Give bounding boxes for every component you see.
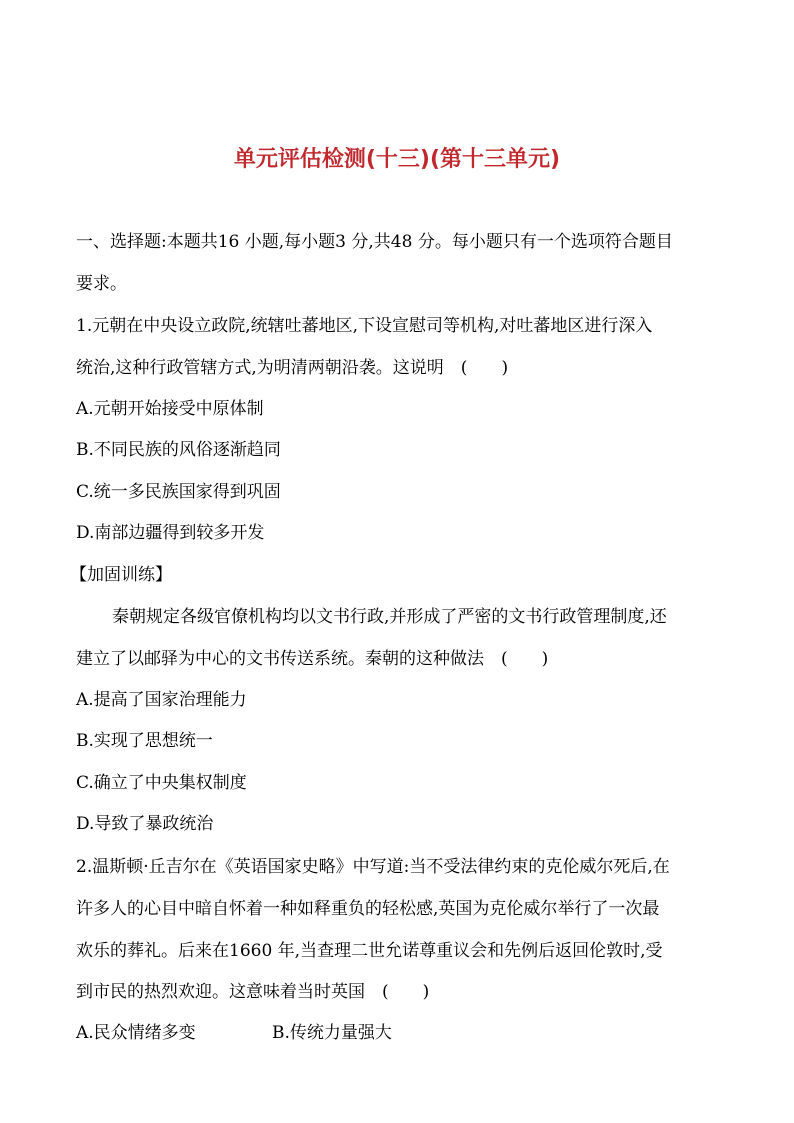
question-1-option-b[interactable]: B.不同民族的风俗逐渐趋同 bbox=[76, 440, 281, 460]
question-1-option-c[interactable]: C.统一多民族国家得到巩固 bbox=[76, 482, 281, 502]
question-1-stem-line-2: 统治,这种行政管辖方式,为明清两朝沿袭。这说明 ( ) bbox=[76, 358, 509, 378]
question-2-option-a[interactable]: A.民众情绪多变 bbox=[76, 1023, 196, 1043]
question-2-options-row bbox=[76, 1022, 722, 1044]
question-1-option-d[interactable]: D.南部边疆得到较多开发 bbox=[76, 523, 265, 543]
question-2-stem-line-4: 到市民的热烈欢迎。这意味着当时英国 ( ) bbox=[76, 982, 430, 1002]
page-title: 单元评估检测(十三)(第十三单元) bbox=[233, 147, 561, 172]
reinforce-option-a[interactable]: A.提高了国家治理能力 bbox=[76, 690, 247, 710]
reinforce-stem-line-1: 秦朝规定各级官僚机构均以文书行政,并形成了严密的文书行政管理制度,还 bbox=[112, 607, 667, 627]
question-1-stem-line-1: 1.元朝在中央设立政院,统辖吐蕃地区,下设宣慰司等机构,对吐蕃地区进行深入 bbox=[76, 316, 653, 336]
question-2-option-b[interactable]: B.传统力量强大 bbox=[272, 1023, 392, 1043]
section-intro-line-1: 一、选择题:本题共16 小题,每小题3 分,共48 分。每小题只有一个选项符合题目 bbox=[76, 232, 673, 252]
section-intro-line-2: 要求。 bbox=[76, 274, 127, 294]
question-2-stem-line-1: 2.温斯顿·丘吉尔在《英语国家史略》中写道:当不受法律约束的克伦威尔死后,在 bbox=[76, 857, 670, 877]
reinforce-stem-line-2: 建立了以邮驿为中心的文书传送系统。秦朝的这种做法 ( ) bbox=[76, 649, 549, 669]
question-2-stem-line-2: 许多人的心目中暗自怀着一种如释重负的轻松感,英国为克伦威尔举行了一次最 bbox=[76, 899, 660, 919]
question-1-option-a[interactable]: A.元朝开始接受中原体制 bbox=[76, 399, 264, 419]
reinforce-label: 【加固训练】 bbox=[70, 565, 172, 585]
reinforce-option-d[interactable]: D.导致了暴政统治 bbox=[76, 814, 214, 834]
question-2-stem-line-3: 欢乐的葬礼。后来在1660 年,当查理二世允诺尊重议会和先例后返回伦敦时,受 bbox=[76, 941, 663, 961]
reinforce-option-c[interactable]: C.确立了中央集权制度 bbox=[76, 773, 247, 793]
reinforce-option-b[interactable]: B.实现了思想统一 bbox=[76, 731, 213, 751]
